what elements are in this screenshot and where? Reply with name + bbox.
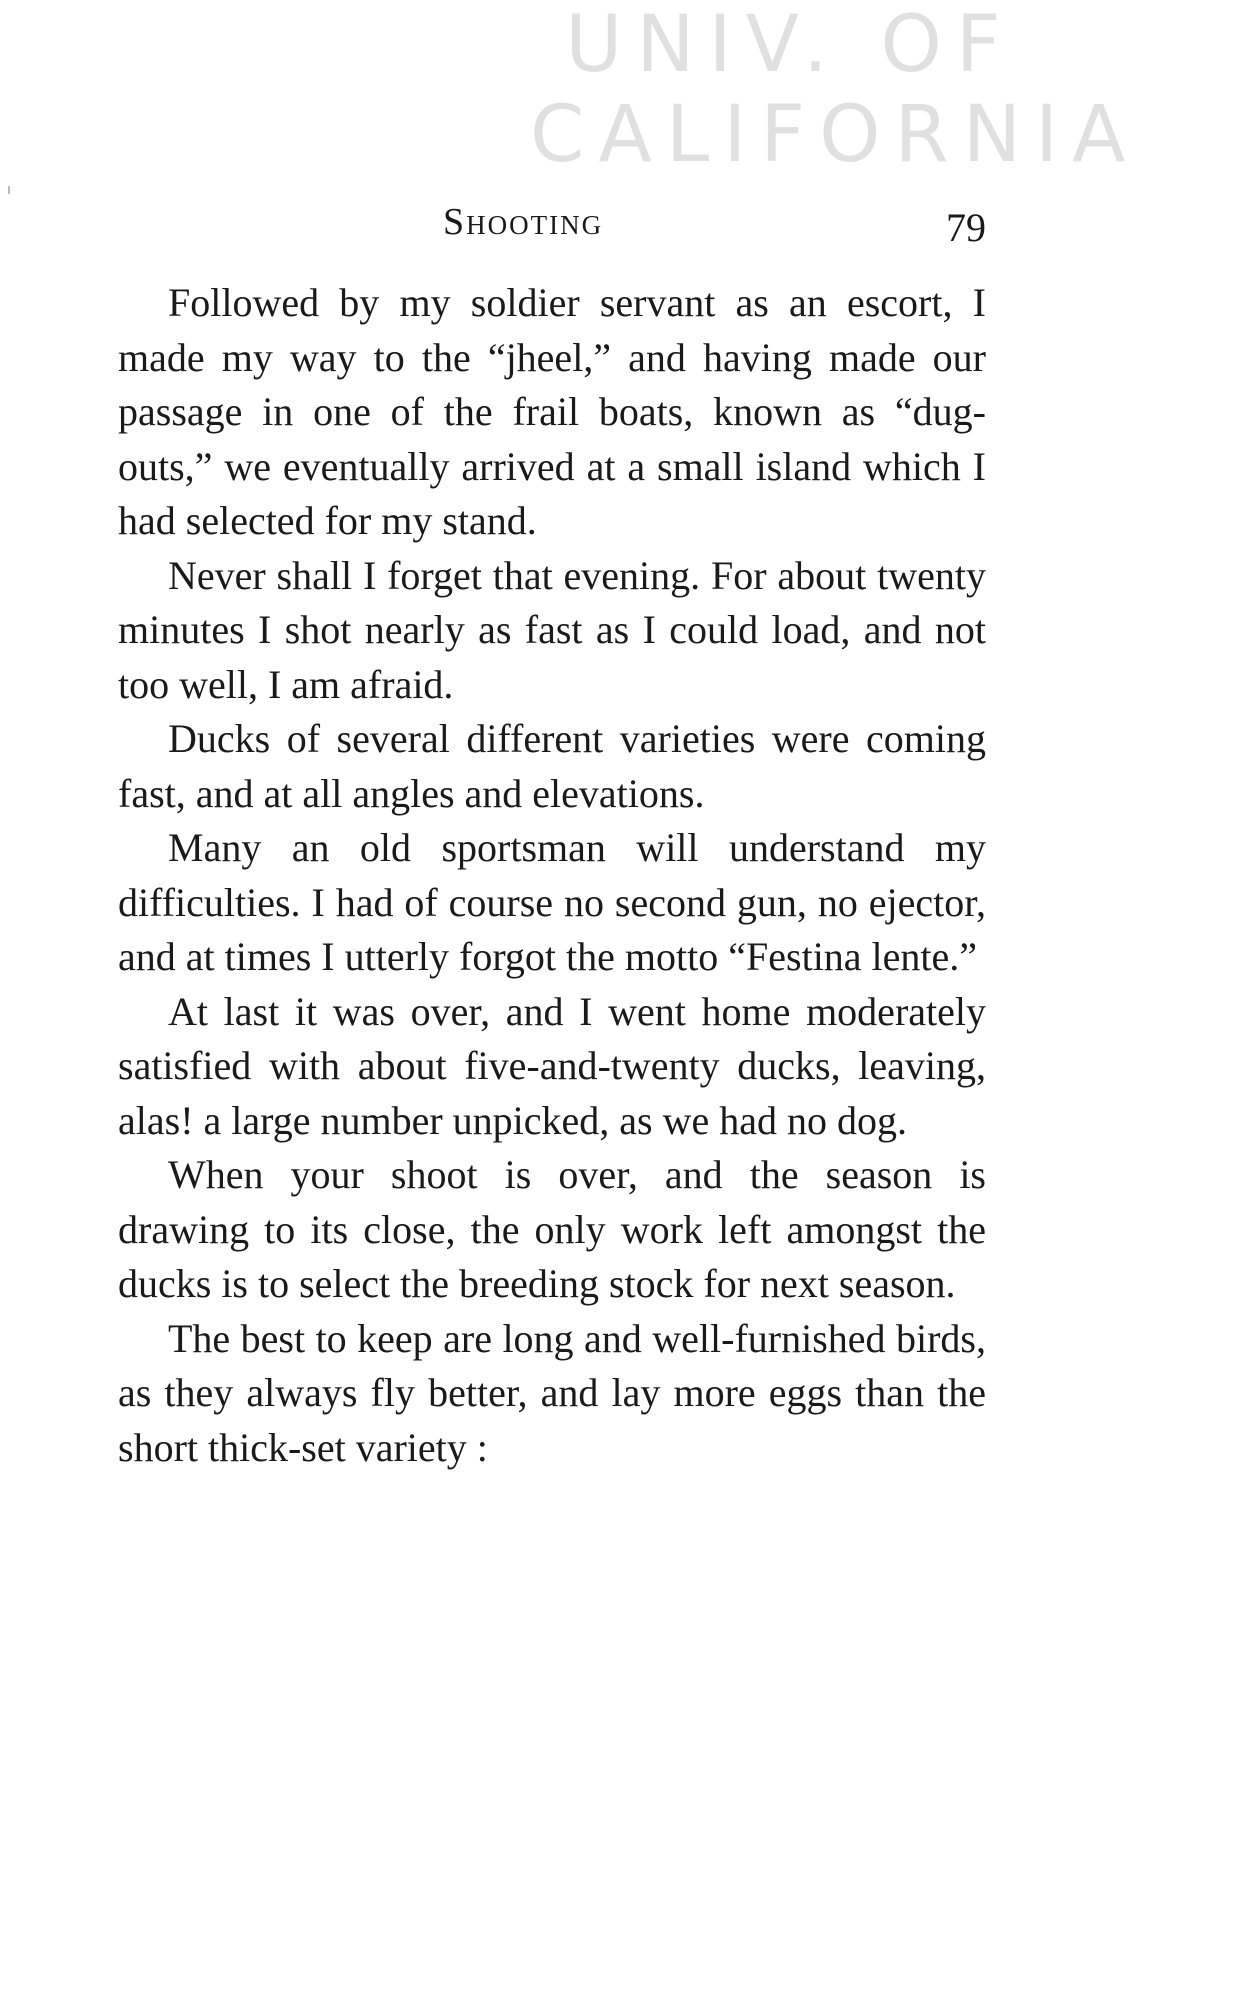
body-text — [118, 276, 986, 1475]
paragraph-7: The best to keep are long and well-furnished birds, as they always fly better, and lay more eggs than the short thick-set variety : — [118, 1315, 986, 1470]
paragraph-6: When your shoot is over, and the season is drawing to its close, the only work left amongst the ducks is to select the breeding stock for next season. — [118, 1152, 986, 1306]
running-title: Shooting — [443, 201, 604, 243]
library-stamp: UNIV. OF CALIFORNIA — [530, 0, 1140, 180]
page-number: 79 — [946, 205, 986, 250]
paragraph-3: Ducks of several different varieties were coming fast, and at all angles and elevations. — [118, 716, 986, 816]
paragraph-2: Never shall I forget that evening. For about twenty minutes I shot nearly as fast as I could load, and not too well, I am afraid. — [118, 552, 986, 707]
paragraph-5: At last it was over, and I went home moderately satisfied with about five-and-twenty ducks, leaving, alas! a large number unpicked, as we had no dog. — [118, 988, 986, 1143]
margin-mark — [8, 186, 10, 194]
paragraph-1: Followed by my soldier servant as an escort, I made my way to the “jheel,” and having made our passage in one of the frail boats, known as “dug-outs,” we eventually arrived at a small island which I had selected for my stand. — [118, 280, 986, 543]
paragraph-4: Many an old sportsman will understand my difficulties. I had of course no second gun, no ejector, and at times I utterly forgot the motto “Festina lente.” — [118, 825, 986, 979]
page-header — [118, 200, 986, 250]
